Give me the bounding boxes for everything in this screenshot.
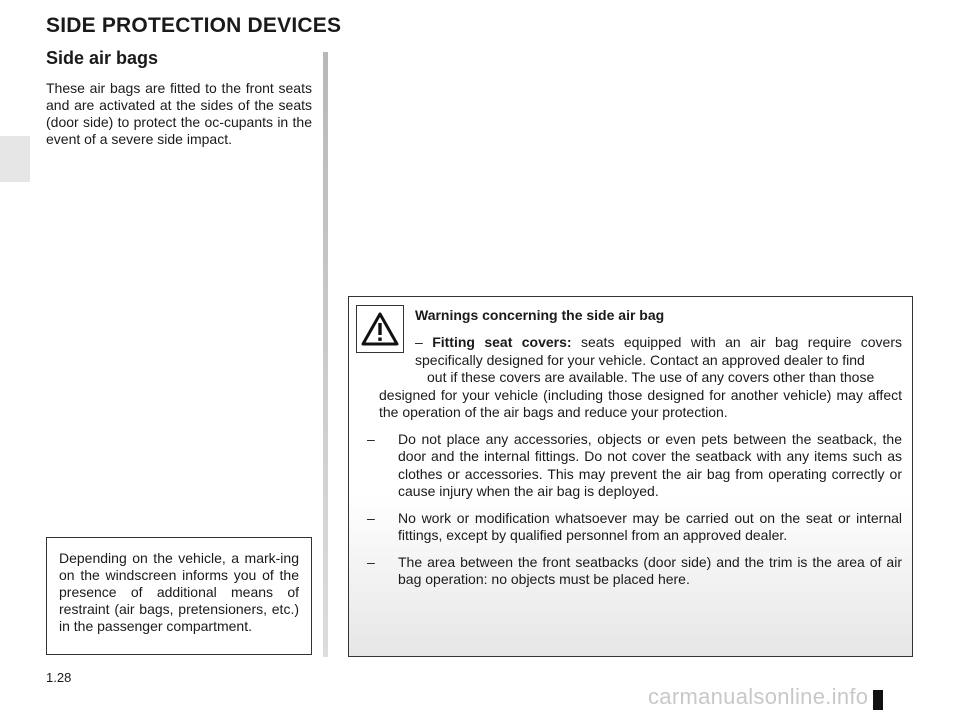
section-heading: Side air bags xyxy=(46,48,159,68)
note-text: Depending on the vehicle, a mark-ing on the windscreen informs you of the presence of additional means of restraint (air bags, pretensioners, etc.) in the passenger compartment. xyxy=(59,550,299,634)
warning-triangle-icon xyxy=(356,305,404,353)
warning-item-text-b: out if these covers are available. The use of any covers other than those xyxy=(427,369,875,385)
warning-item-seat-covers xyxy=(415,334,902,369)
chapter-tab xyxy=(0,136,30,182)
intro-paragraph: These air bags are fitted to the front seats and are activated at the sides of the seats (door side) to protect the oc-cupants in the event of a severe side impact. xyxy=(46,80,312,147)
warning-dash: – xyxy=(367,509,375,526)
warning-item-bold-label: Fitting seat covers: xyxy=(432,334,572,350)
warning-dash: – xyxy=(367,553,375,570)
warning-dash: – xyxy=(367,430,375,447)
warning-box xyxy=(348,296,913,657)
warning-item-accessories xyxy=(367,431,902,501)
warning-item-text: Do not place any accessories, objects or even pets between the seatback, the door and the internal fittings. Do not cover the seatback with any items such as clothes or accessories. This may prevent the air bag from operating correctly or cause injury when the air bag is deployed. xyxy=(398,430,902,499)
warning-title: Warnings concerning the side air bag xyxy=(415,307,665,323)
warning-item-modification xyxy=(367,510,902,545)
page-number: 1.28 xyxy=(46,670,72,685)
warning-item-text: No work or modification whatsoever may be carried out on the seat or internal fittings, except by qualified personnel from an approved dealer. xyxy=(398,509,902,543)
warning-item-area xyxy=(367,554,902,589)
watermark-logo: carmanualsonline.info xyxy=(648,684,869,709)
corner-mark xyxy=(873,690,883,710)
warning-item-text-c: designed for your vehicle (including those designed for another vehicle) may affect the operation of the air bags and reduce your protection. xyxy=(379,386,902,420)
note-box xyxy=(46,537,312,655)
column-divider xyxy=(323,52,328,657)
page-title: SIDE PROTECTION DEVICES xyxy=(46,14,342,37)
warning-item-text: The area between the front seatbacks (door side) and the trim is the area of air bag operation: no objects must be placed here. xyxy=(398,553,902,587)
warning-item-text-a: seats equipped with an air bag require covers specifically designed for your vehicle. Contact an approved dealer to find xyxy=(415,334,903,368)
warning-dash: – xyxy=(415,334,423,350)
